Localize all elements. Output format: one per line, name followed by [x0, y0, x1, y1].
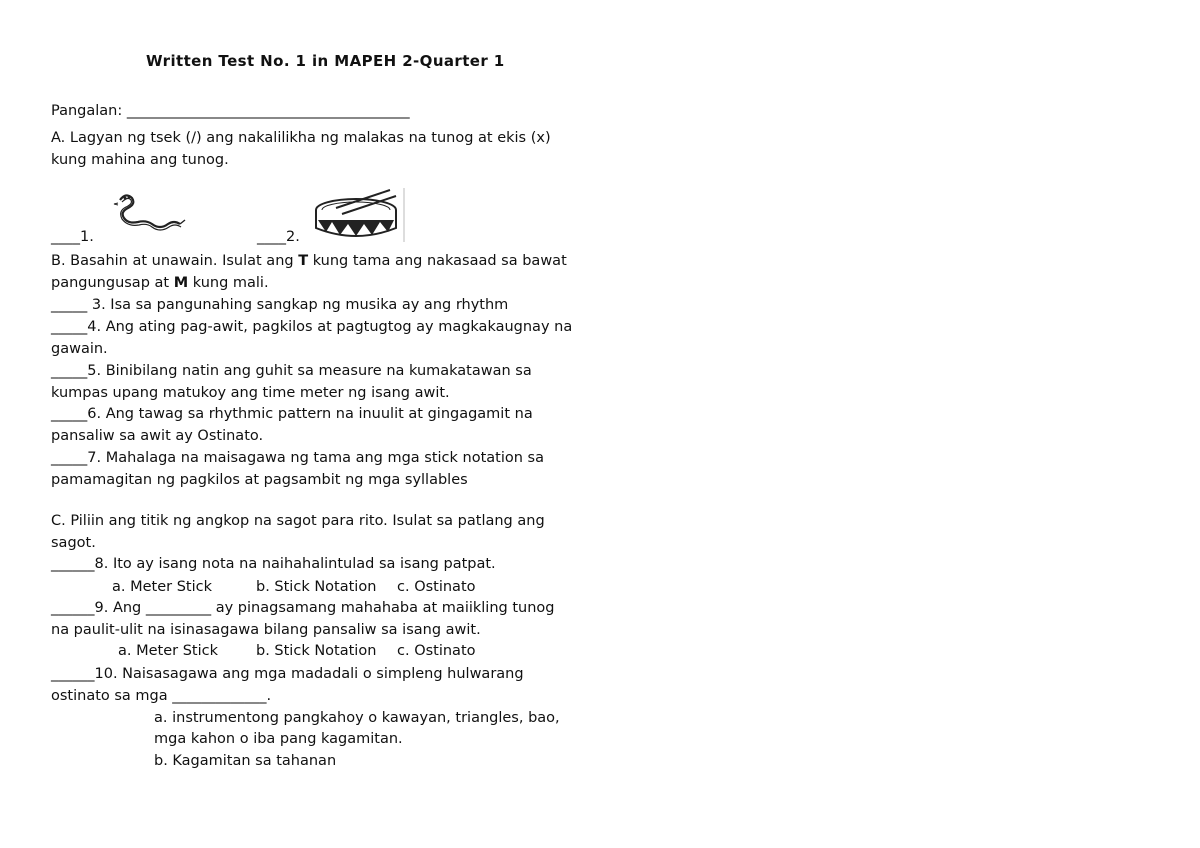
section-a-instruction-line-2: kung mahina ang tunog.	[51, 152, 229, 168]
item-1-blank: ____1.	[51, 229, 94, 245]
question-9-line-2: na paulit-ulit na isinasagawa bilang pansaliw sa isang awit.	[51, 622, 481, 638]
question-7-line-1: _____7. Mahalaga na maisagawa ng tama ang mga stick notation sa	[51, 450, 544, 466]
section-b-instruction-text-2-end: kung mali.	[188, 275, 269, 291]
section-c-instruction-line-2: sagot.	[51, 535, 96, 551]
question-4-line-2: gawain.	[51, 341, 108, 357]
question-10-line-1: ______10. Naisasagawa ang mga madadali o simpleng hulwarang	[51, 666, 524, 682]
q8-choice-b: b. Stick Notation	[256, 579, 377, 595]
question-5-line-2: kumpas upang matukoy ang time meter ng isang awit.	[51, 385, 450, 401]
snake-icon	[106, 190, 186, 238]
question-4-line-1: _____4. Ang ating pag-awit, pagkilos at pagtugtog ay magkakaugnay na	[51, 319, 573, 335]
section-b-instruction-text-2: pangungusap at	[51, 275, 174, 291]
false-letter: M	[173, 275, 189, 291]
question-7-line-2: pamamagitan ng pagkilos at pagsambit ng mga syllables	[51, 472, 468, 488]
question-6-line-2: pansaliw sa awit ay Ostinato.	[51, 428, 264, 444]
name-line: Pangalan: _______________________________________	[51, 103, 410, 119]
drum-picture	[312, 186, 408, 244]
q9-choice-a: a. Meter Stick	[118, 643, 218, 659]
true-letter: T	[298, 253, 309, 269]
section-a-instruction-line-1: A. Lagyan ng tsek (/) ang nakalilikha ng malakas na tunog at ekis (x)	[51, 130, 551, 146]
drum-icon	[312, 186, 408, 244]
item-2-blank: ____2.	[257, 229, 300, 245]
q10-choice-a-line-1: a. instrumentong pangkahoy o kawayan, triangles, bao,	[154, 710, 560, 726]
question-3: _____ 3. Isa sa pangunahing sangkap ng musika ay ang rhythm	[51, 297, 509, 313]
q9-choice-b: b. Stick Notation	[256, 643, 377, 659]
section-b-instruction-text-end: kung tama ang nakasaad sa bawat	[308, 253, 567, 269]
question-9-line-1: ______9. Ang _________ ay pinagsamang mahahaba at maiikling tunog	[51, 600, 555, 616]
page-title: Written Test No. 1 in MAPEH 2-Quarter 1	[146, 52, 505, 70]
section-b-instruction-text: B. Basahin at unawain. Isulat ang	[51, 253, 299, 269]
section-b-instruction-line-2	[51, 275, 269, 291]
section-b-instruction-line-1	[51, 253, 567, 269]
q8-choice-c: c. Ostinato	[397, 579, 476, 595]
q10-choice-b: b. Kagamitan sa tahanan	[154, 753, 337, 769]
section-c-instruction-line-1: C. Piliin ang titik ng angkop na sagot para rito. Isulat sa patlang ang	[51, 513, 545, 529]
q8-choice-a: a. Meter Stick	[112, 579, 212, 595]
question-10-line-2: ostinato sa mga _____________.	[51, 688, 272, 704]
q9-choice-c: c. Ostinato	[397, 643, 476, 659]
question-6-line-1: _____6. Ang tawag sa rhythmic pattern na inuulit at gingagamit na	[51, 406, 533, 422]
question-5-line-1: _____5. Binibilang natin ang guhit sa measure na kumakatawan sa	[51, 363, 532, 379]
snake-picture	[106, 190, 186, 238]
q10-choice-a-line-2: mga kahon o iba pang kagamitan.	[154, 731, 403, 747]
question-8: ______8. Ito ay isang nota na naihahalintulad sa isang patpat.	[51, 556, 496, 572]
